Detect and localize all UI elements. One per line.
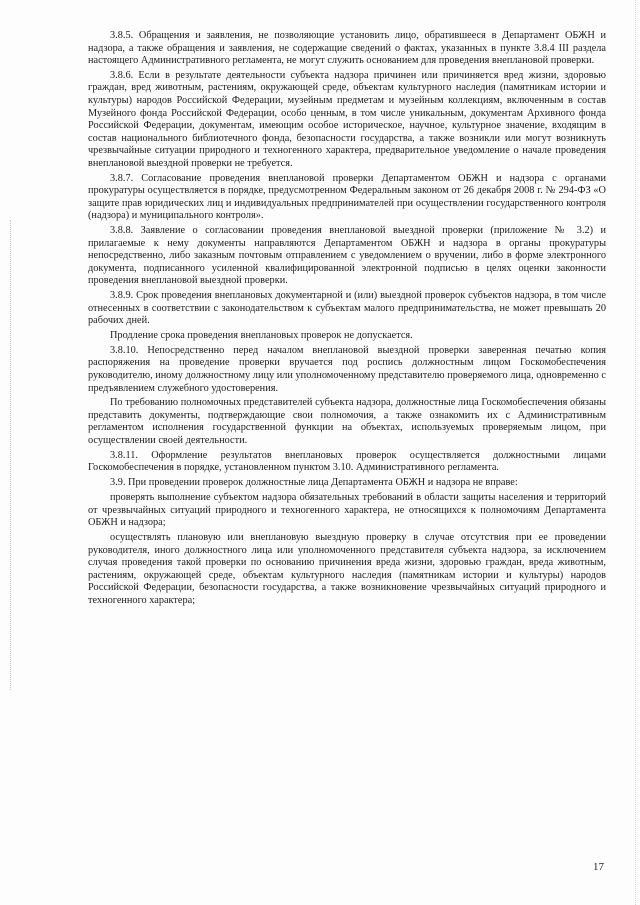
scan-edge-mark bbox=[635, 0, 637, 905]
paragraph-representatives: По требованию полномочных представителей субъекта надзора, должностные лица Госкомобеспечения обязаны представить документы, подтверждающие свои полномочия, а также ознакомить их с Административным регламентом исполнения государственной функции на объектах, используемых проверяемым лицом, при осуществлении своей деятельности. bbox=[88, 397, 606, 447]
paragraph-extension: Продление срока проведения внеплановых проверок не допускается. bbox=[110, 330, 413, 342]
paragraph-3-8-7: 3.8.7. Согласование проведения внеплановой проверки Департаментом ОБЖН и надзора с органами прокуратуры осуществляется в порядке, предусмотренном Федеральным законом от 26 декабря 2008 г. № 294-ФЗ «О защите прав юридических лиц и индивидуальных предпринимателей при осуществлении государственного контроля (надзора) и муниципального контроля». bbox=[88, 172, 606, 222]
paragraph-3-8-11: 3.8.11. Оформление результатов внеплановых проверок осуществляется должностными лицами Госкомобеспечения в порядке, установленном пунктом 3.10. Административного регламента. bbox=[88, 449, 606, 474]
paragraph-3-8-6: 3.8.6. Если в результате деятельности субъекта надзора причинен или причиняется вред жизни, здоровью граждан, вред животным, растениям, окружающей среде, объектам культурного наследия (памятникам истории и культуры) народов Российской Федерации, музейным предметам и музейным коллекциям, включенным в состав Музейного фонда Российской Федерации, особо ценным, в том числе уникальным, документам Архивного фонда Российской Федерации, документам, имеющим особое историческое, научное, культурное значение, входящим в состав национального библиотечного фонда, безопасности государства, а также возникли или могут возникнуть чрезвычайные ситуации природного и техногенного характера, предварительное уведомление о начале проведения внеплановой выездной проверки не требуется. bbox=[88, 69, 606, 169]
paragraph-3-8-9: 3.8.9. Срок проведения внеплановых документарной и (или) выездной проверок субъектов надзора, в том числе отнесенных в соответствии с законодательством к субъектам малого предпринимательства, не может превышать 20 рабочих дней. bbox=[88, 290, 606, 327]
paragraph-3-8-8: 3.8.8. Заявление о согласовании проведения внеплановой выездной проверки (приложение № 3.2) и прилагаемые к нему документы направляются Департаментом ОБЖН и надзора в органы прокуратуры непосредственно, либо заказным почтовым отправлением с уведомлением о вручении, либо в форме электронного документа, подписанного усиленной квалифицированной электронной подписью в целях оценки законности проведения внеплановой выездной проверки. bbox=[88, 225, 606, 287]
paragraph-prohibition-1: проверять выполнение субъектом надзора обязательных требований в области защиты населения и территорий от чрезвычайных ситуаций природного и техногенного характера, не относящихся к полномочиям Департамента ОБЖН и надзора; bbox=[88, 492, 606, 529]
paragraph-3-8-10: 3.8.10. Непосредственно перед началом внеплановой выездной проверки заверенная печатью копия распоряжения на проведение проверки вручается под роспись должностным лицом Госкомобеспечения руководителю, иному должностному лицу или уполномоченному представителю проверяемого лица, одновременно с предъявлением служебного удостоверения. bbox=[88, 344, 606, 394]
scan-margin-mark bbox=[10, 220, 12, 690]
paragraph-prohibition-2: осуществлять плановую или внеплановую выездную проверку в случае отсутствия при ее проведении руководителя, иного должностного лица или уполномоченного представителя субъекта надзора, за исключением случая проведения такой проверки по основанию причинения вреда жизни, здоровью граждан, вреда животным, растениям, окружающей среде, объектам культурного наследия (памятникам истории и культуры) народов Российской Федерации, безопасности государства, а также возникновение чрезвычайных ситуаций природного и техногенного характера; bbox=[88, 532, 606, 606]
page-number: 17 bbox=[593, 861, 604, 873]
paragraph-3-8-5: 3.8.5. Обращения и заявления, не позволяющие установить лицо, обратившееся в Департамент ОБЖН и надзора, а также обращения и заявления, не содержащие сведений о фактах, указанных в пункте 3.8.4 III раздела настоящего Административного регламента, не могут служить основанием для проведения внеплановой проверки. bbox=[88, 30, 606, 67]
document-body bbox=[88, 30, 606, 610]
paragraph-3-9: 3.9. При проведении проверок должностные лица Департамента ОБЖН и надзора не вправе: bbox=[110, 477, 518, 489]
